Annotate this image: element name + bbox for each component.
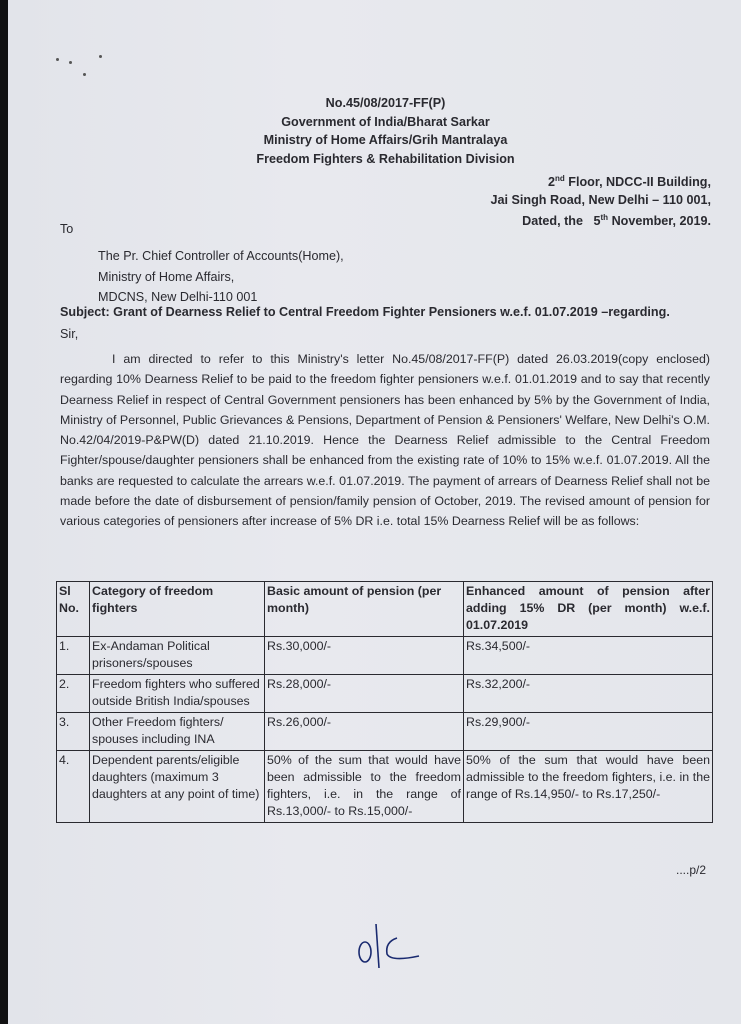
cell-enhanced: Rs.29,900/- — [464, 713, 713, 751]
recipient-line-2: Ministry of Home Affairs, — [98, 269, 235, 284]
table-row — [57, 713, 713, 751]
handwritten-oc-note — [355, 920, 425, 970]
cell-enhanced: Rs.32,200/- — [464, 675, 713, 713]
header-basic-amount: Basic amount of pension (per month) — [265, 582, 464, 637]
body-paragraph: I am directed to refer to this Ministry's letter No.45/08/2017-FF(P) dated 26.03.2019(copy enclosed) regarding 10% Dearness Relief to be paid to the freedom fighter pensioners w.e.f. 01.01.2019 and to say that recently Dearness Relief in respect of Central Government pensioners has been enhanced by 5% by the Government of India, Ministry of Personnel, Public Grievances & Pensions, Department of Pension & Pensioners' Welfare, New Delhi's O.M. No.42/04/2019-P&PW(D) dated 21.10.2019. Hence the Dearness Relief admissible to the Central Freedom Fighter/spouse/daughter pensioners shall be enhanced from the existing rate of 10% to 15% w.e.f. 01.07.2019. All the banks are requested to calculate the arrears w.e.f. 01.07.2019. The payment of arrears of Dearness Relief shall not be made before the date of disbursement of pension/family pension of October, 2019. The revised amount of pension for various categories of pensioners after increase of 5% DR i.e. total 15% Dearness Relief will be as follows: — [60, 352, 710, 529]
ministry-name: Ministry of Home Affairs/Grih Mantralaya — [263, 133, 508, 147]
file-number: No.45/08/2017-FF(P) — [325, 96, 446, 110]
recipient-address — [98, 246, 344, 308]
address-floor: 2nd Floor, NDCC-II Building, — [547, 174, 711, 190]
government-name: Government of India/Bharat Sarkar — [281, 114, 490, 129]
cell-category: Freedom fighters who suffered outside British India/spouses — [90, 675, 265, 713]
address-road: Jai Singh Road, New Delhi – 110 001, — [490, 192, 711, 207]
cell-enhanced: 50% of the sum that would have been admissible to the freedom fighters, i.e. in the range of Rs.14,950/- to Rs.17,250/- — [464, 751, 713, 823]
cell-sl: 2. — [57, 675, 90, 713]
letter-heading — [0, 94, 741, 168]
dearness-relief-table — [56, 581, 713, 823]
page-continuation-marker: ....p/2 — [676, 863, 707, 877]
sender-address — [491, 170, 711, 231]
header-category: Category of freedom fighters — [90, 582, 265, 637]
cell-enhanced: Rs.34,500/- — [464, 637, 713, 675]
cell-sl: 4. — [57, 751, 90, 823]
cell-basic: 50% of the sum that would have been admissible to the freedom fighters, i.e. in the range of Rs.13,000/- to Rs.15,000/- — [265, 751, 464, 823]
recipient-line-3: MDCNS, New Delhi-110 001 — [98, 290, 258, 304]
cell-sl: 3. — [57, 713, 90, 751]
to-label: To — [60, 222, 74, 236]
header-enhanced-amount: Enhanced amount of pension after adding 15% DR (per month) w.e.f. 01.07.2019 — [464, 582, 713, 637]
table-row — [57, 675, 713, 713]
cell-category: Ex-Andaman Political prisoners/spouses — [90, 637, 265, 675]
cell-category: Dependent parents/eligible daughters (maximum 3 daughters at any point of time) — [90, 751, 265, 823]
recipient-line-1: The Pr. Chief Controller of Accounts(Home), — [98, 249, 344, 263]
table-header-row — [57, 582, 713, 637]
table-row — [57, 751, 713, 823]
salutation: Sir, — [60, 327, 79, 341]
division-name: Freedom Fighters & Rehabilitation Division — [256, 151, 515, 166]
cell-basic: Rs.28,000/- — [265, 675, 464, 713]
cell-basic: Rs.30,000/- — [265, 637, 464, 675]
letter-date: Dated, the 5th November, 2019. — [522, 213, 711, 229]
table-row — [57, 637, 713, 675]
header-sl-no: Sl No. — [57, 582, 90, 637]
cell-sl: 1. — [57, 637, 90, 675]
scan-specks — [48, 55, 108, 85]
cell-category: Other Freedom fighters/ spouses including INA — [90, 713, 265, 751]
cell-basic: Rs.26,000/- — [265, 713, 464, 751]
subject-line: Subject: Grant of Dearness Relief to Central Freedom Fighter Pensioners w.e.f. 01.07.2019 –regarding. — [60, 305, 670, 319]
